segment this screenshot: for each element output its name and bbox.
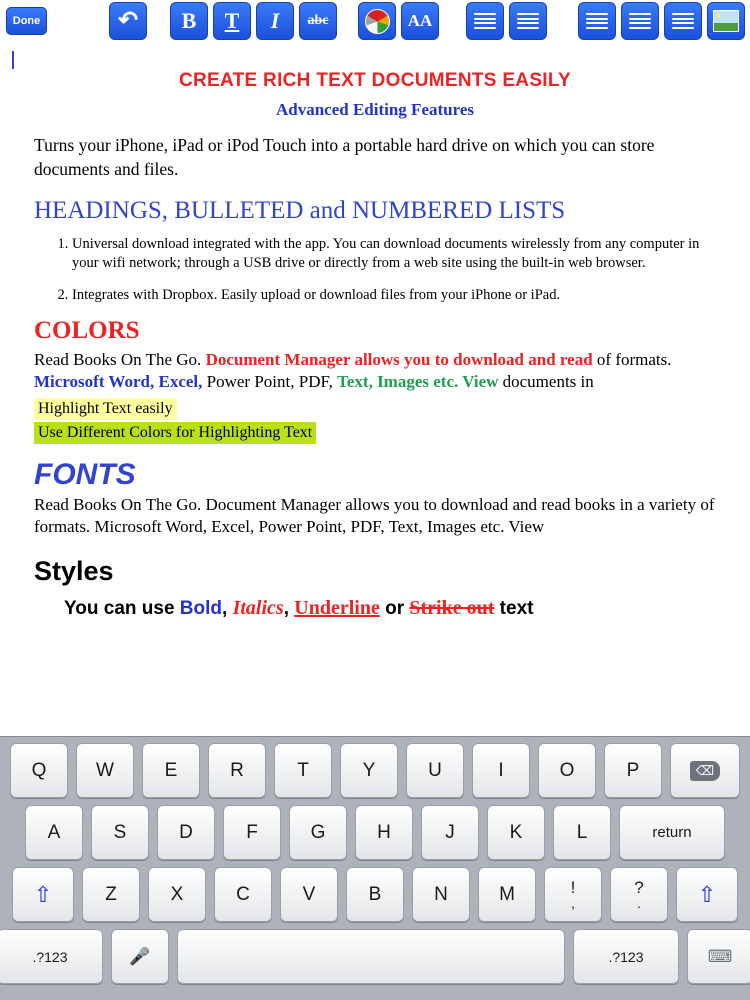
- indent-increase-button[interactable]: [621, 2, 659, 40]
- styles-text-part2: or: [379, 598, 410, 620]
- key-b[interactable]: B: [346, 867, 404, 922]
- list-item: 2. Integrates with Dropbox. Easily upload or download files from your iPhone or iPad.: [72, 286, 716, 305]
- keyboard-dismiss-icon: ⌨: [707, 946, 733, 966]
- intro-paragraph: Turns your iPhone, iPad or iPod Touch into a portable hard drive on which you can store documents and files.: [34, 135, 655, 179]
- key-period-label: .: [637, 895, 641, 911]
- key-s[interactable]: S: [91, 805, 149, 860]
- underline-icon: T: [224, 8, 240, 33]
- editor-toolbar: [0, 0, 750, 42]
- styles-example-line: [64, 597, 716, 620]
- key-numbers-right[interactable]: .?123: [573, 929, 679, 984]
- colors-section-heading: COLORS: [34, 316, 140, 344]
- colors-paragraph: [34, 349, 716, 394]
- key-dismiss-keyboard[interactable]: [687, 929, 750, 984]
- document-editor[interactable]: [0, 42, 750, 736]
- undo-icon: ↶: [117, 7, 139, 34]
- key-backspace[interactable]: [670, 743, 740, 798]
- styles-comma-1: ,: [222, 598, 233, 620]
- text-color-button[interactable]: [358, 2, 396, 40]
- align-left-button[interactable]: [466, 2, 504, 40]
- highlight-yellow-text: Highlight Text easily: [34, 398, 177, 420]
- colors-text-part3: Power Point, PDF,: [202, 372, 338, 392]
- undo-button[interactable]: [109, 2, 147, 40]
- key-question-period[interactable]: [610, 867, 668, 922]
- styles-comma-2: ,: [283, 598, 295, 620]
- key-f[interactable]: F: [223, 805, 281, 860]
- key-t[interactable]: T: [274, 743, 332, 798]
- styles-italic-sample: Italics: [232, 597, 284, 620]
- document-title: CREATE RICH TEXT DOCUMENTS EASILY: [178, 70, 572, 91]
- key-shift-right[interactable]: ⇧: [676, 867, 738, 922]
- styles-bold-sample: Bold: [179, 598, 223, 620]
- colors-text-blue: Microsoft Word, Excel,: [34, 372, 203, 392]
- key-u[interactable]: U: [406, 743, 464, 798]
- key-h[interactable]: H: [355, 805, 413, 860]
- font-size-icon: AA: [407, 11, 433, 30]
- colors-text-red: Document Manager allows you to download and read: [205, 349, 593, 369]
- align-left-icon: [474, 13, 496, 29]
- key-p[interactable]: P: [604, 743, 662, 798]
- highlight-green-text: Use Different Colors for Highlighting Text: [34, 422, 316, 444]
- key-d[interactable]: D: [157, 805, 215, 860]
- list-button[interactable]: [664, 2, 702, 40]
- fonts-section-heading: FONTS: [34, 457, 136, 491]
- toolbar-group-color: [358, 2, 444, 40]
- numbered-list: [34, 235, 716, 304]
- key-comma-label: ,: [571, 895, 575, 911]
- key-exclamation-label: !: [570, 878, 576, 897]
- key-m[interactable]: M: [478, 867, 536, 922]
- strikethrough-button[interactable]: [299, 2, 337, 40]
- key-microphone[interactable]: [111, 929, 169, 984]
- key-o[interactable]: O: [538, 743, 596, 798]
- list-icon: [672, 13, 694, 29]
- key-space[interactable]: [177, 929, 565, 984]
- key-x[interactable]: X: [148, 867, 206, 922]
- key-q[interactable]: Q: [10, 743, 68, 798]
- bold-button[interactable]: [170, 2, 208, 40]
- italic-button[interactable]: [256, 2, 294, 40]
- font-size-button[interactable]: [401, 2, 439, 40]
- highlight-yellow-row: [34, 398, 716, 420]
- key-r[interactable]: R: [208, 743, 266, 798]
- key-l[interactable]: L: [553, 805, 611, 860]
- bold-icon: B: [181, 8, 197, 33]
- keyboard-row-1: [0, 743, 750, 798]
- key-exclamation-comma[interactable]: [544, 867, 602, 922]
- key-k[interactable]: K: [487, 805, 545, 860]
- fonts-paragraph: Read Books On The Go. Document Manager allows you to download and read books in a variety of formats. Microsoft Word, Excel, Power Point, PDF, Text, Images etc. View: [34, 494, 715, 536]
- onscreen-keyboard[interactable]: [0, 736, 750, 1000]
- backspace-icon: ⌫: [690, 761, 720, 781]
- colors-text-part4: documents in: [498, 372, 594, 392]
- key-w[interactable]: W: [76, 743, 134, 798]
- styles-text-part1: You can use: [64, 598, 180, 620]
- styles-section-heading: Styles: [34, 556, 114, 587]
- italic-icon: I: [270, 8, 280, 33]
- key-g[interactable]: G: [289, 805, 347, 860]
- key-i[interactable]: I: [472, 743, 530, 798]
- insert-image-button[interactable]: [707, 2, 745, 40]
- key-a[interactable]: A: [25, 805, 83, 860]
- styles-strikeout-sample: Strike out: [409, 597, 495, 620]
- microphone-icon: 🎤: [129, 946, 151, 966]
- text-caret: [12, 51, 14, 69]
- key-numbers-left[interactable]: .?123: [0, 929, 103, 984]
- key-j[interactable]: J: [421, 805, 479, 860]
- indent-decrease-button[interactable]: [578, 2, 616, 40]
- toolbar-group-format: [170, 2, 342, 40]
- key-c[interactable]: C: [214, 867, 272, 922]
- styles-text-part3: text: [494, 598, 534, 620]
- toolbar-group-align: [466, 2, 552, 40]
- key-z[interactable]: Z: [82, 867, 140, 922]
- strikethrough-icon: abc: [307, 13, 329, 28]
- indent-increase-icon: [629, 13, 651, 29]
- document-content[interactable]: [0, 42, 750, 620]
- colors-text-green: Text, Images etc. View: [337, 372, 499, 392]
- headings-section-heading: HEADINGS, BULLETED and NUMBERED LISTS: [34, 197, 566, 225]
- key-question-label: ?: [634, 878, 644, 897]
- underline-button[interactable]: [213, 2, 251, 40]
- colors-text-part1: Read Books On The Go.: [34, 349, 206, 369]
- list-item: 1. Universal download integrated with the app. You can download documents wirelessly from any computer in your wifi network; through a USB drive or directly from a web site using the built-in web browser.: [72, 235, 716, 273]
- color-wheel-icon: [365, 9, 390, 34]
- highlight-green-row: [34, 422, 716, 444]
- key-n[interactable]: N: [412, 867, 470, 922]
- key-e[interactable]: E: [142, 743, 200, 798]
- key-return[interactable]: return: [619, 805, 725, 860]
- document-subtitle: Advanced Editing Features: [275, 100, 475, 119]
- key-v[interactable]: V: [280, 867, 338, 922]
- toolbar-group-lists: [578, 2, 750, 40]
- key-shift-left[interactable]: ⇧: [12, 867, 74, 922]
- done-button[interactable]: Done: [6, 7, 47, 35]
- image-icon: [713, 10, 739, 32]
- keyboard-row-2: [0, 805, 750, 860]
- keyboard-row-4: [0, 929, 750, 984]
- styles-underline-sample: Underline: [294, 597, 380, 620]
- align-center-button[interactable]: [509, 2, 547, 40]
- colors-text-part2: of formats.: [592, 349, 672, 369]
- align-center-icon: [517, 13, 539, 29]
- keyboard-row-3: [0, 867, 750, 922]
- indent-decrease-icon: [586, 13, 608, 29]
- key-y[interactable]: Y: [340, 743, 398, 798]
- toolbar-group-undo: [109, 2, 152, 40]
